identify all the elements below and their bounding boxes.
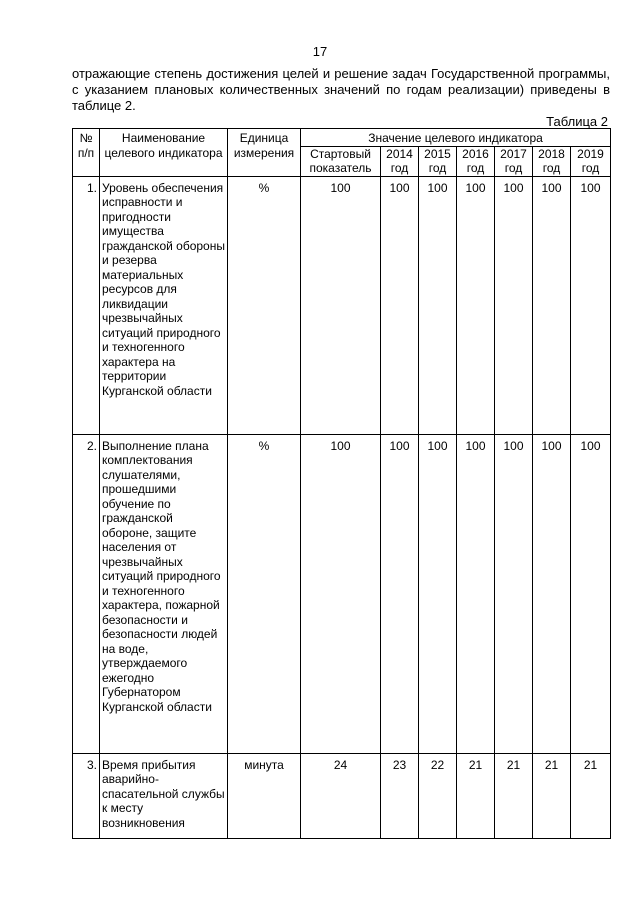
year-value: 100	[419, 176, 457, 434]
year-value: 100	[495, 434, 533, 753]
header-year: 2017 год	[495, 146, 533, 176]
header-name: Наименование целевого индикатора	[100, 129, 228, 177]
year-value: 100	[533, 176, 571, 434]
intro-line: отражающие степень достижения целей и решение задач Государственной программы,	[72, 66, 610, 81]
row-number: 1.	[73, 176, 100, 434]
page-number: 17	[312, 44, 328, 59]
header-year: 2014 год	[381, 146, 419, 176]
header-values-group: Значение целевого индикатора	[301, 129, 611, 147]
indicator-name: Уровень обеспечения исправности и пригодности имущества гражданской обороны и резерва материальных ресурсов для ликвидации чрезвычайных ситуаций природного и техногенного характера на территории Курганской области	[100, 176, 228, 434]
row-number: 3.	[73, 753, 100, 838]
header-num: № п/п	[73, 129, 100, 177]
indicator-unit: %	[228, 176, 301, 434]
year-value: 21	[571, 753, 611, 838]
intro-paragraph	[72, 66, 610, 114]
table-row	[73, 176, 611, 434]
year-value: 23	[381, 753, 419, 838]
table-row	[73, 753, 611, 838]
indicator-unit: минута	[228, 753, 301, 838]
indicator-name: Выполнение плана комплектования слушателями, прошедшими обучение по гражданской обороне, защите населения от чрезвычайных ситуаций природного и техногенного характера, пожарной безопасности и безопасности людей на воде, утверждаемого ежегодно Губернатором Курганской области	[100, 434, 228, 753]
header-year: 2018 год	[533, 146, 571, 176]
start-value: 100	[301, 176, 381, 434]
year-value: 21	[495, 753, 533, 838]
year-value: 21	[533, 753, 571, 838]
start-value: 100	[301, 434, 381, 753]
intro-line: таблице 2.	[72, 98, 136, 113]
indicator-name: Время прибытия аварийно-спасательной службы к месту возникновения	[100, 753, 228, 838]
year-value: 100	[381, 176, 419, 434]
year-value: 100	[533, 434, 571, 753]
year-value: 22	[419, 753, 457, 838]
year-value: 100	[571, 176, 611, 434]
year-value: 21	[457, 753, 495, 838]
header-unit: Единица измерения	[228, 129, 301, 177]
table-header-row	[73, 129, 611, 147]
table-caption: Таблица 2	[546, 114, 608, 129]
row-number: 2.	[73, 434, 100, 753]
year-value: 100	[457, 176, 495, 434]
indicators-table	[72, 128, 611, 839]
header-year: 2015 год	[419, 146, 457, 176]
header-start: Стартовый показатель	[301, 146, 381, 176]
start-value: 24	[301, 753, 381, 838]
header-year: 2019 год	[571, 146, 611, 176]
year-value: 100	[457, 434, 495, 753]
year-value: 100	[419, 434, 457, 753]
indicator-unit: %	[228, 434, 301, 753]
intro-line: с указанием плановых количественных значений по годам реализации) приведены в	[72, 82, 610, 97]
year-value: 100	[495, 176, 533, 434]
header-year: 2016 год	[457, 146, 495, 176]
year-value: 100	[571, 434, 611, 753]
table-row	[73, 434, 611, 753]
year-value: 100	[381, 434, 419, 753]
